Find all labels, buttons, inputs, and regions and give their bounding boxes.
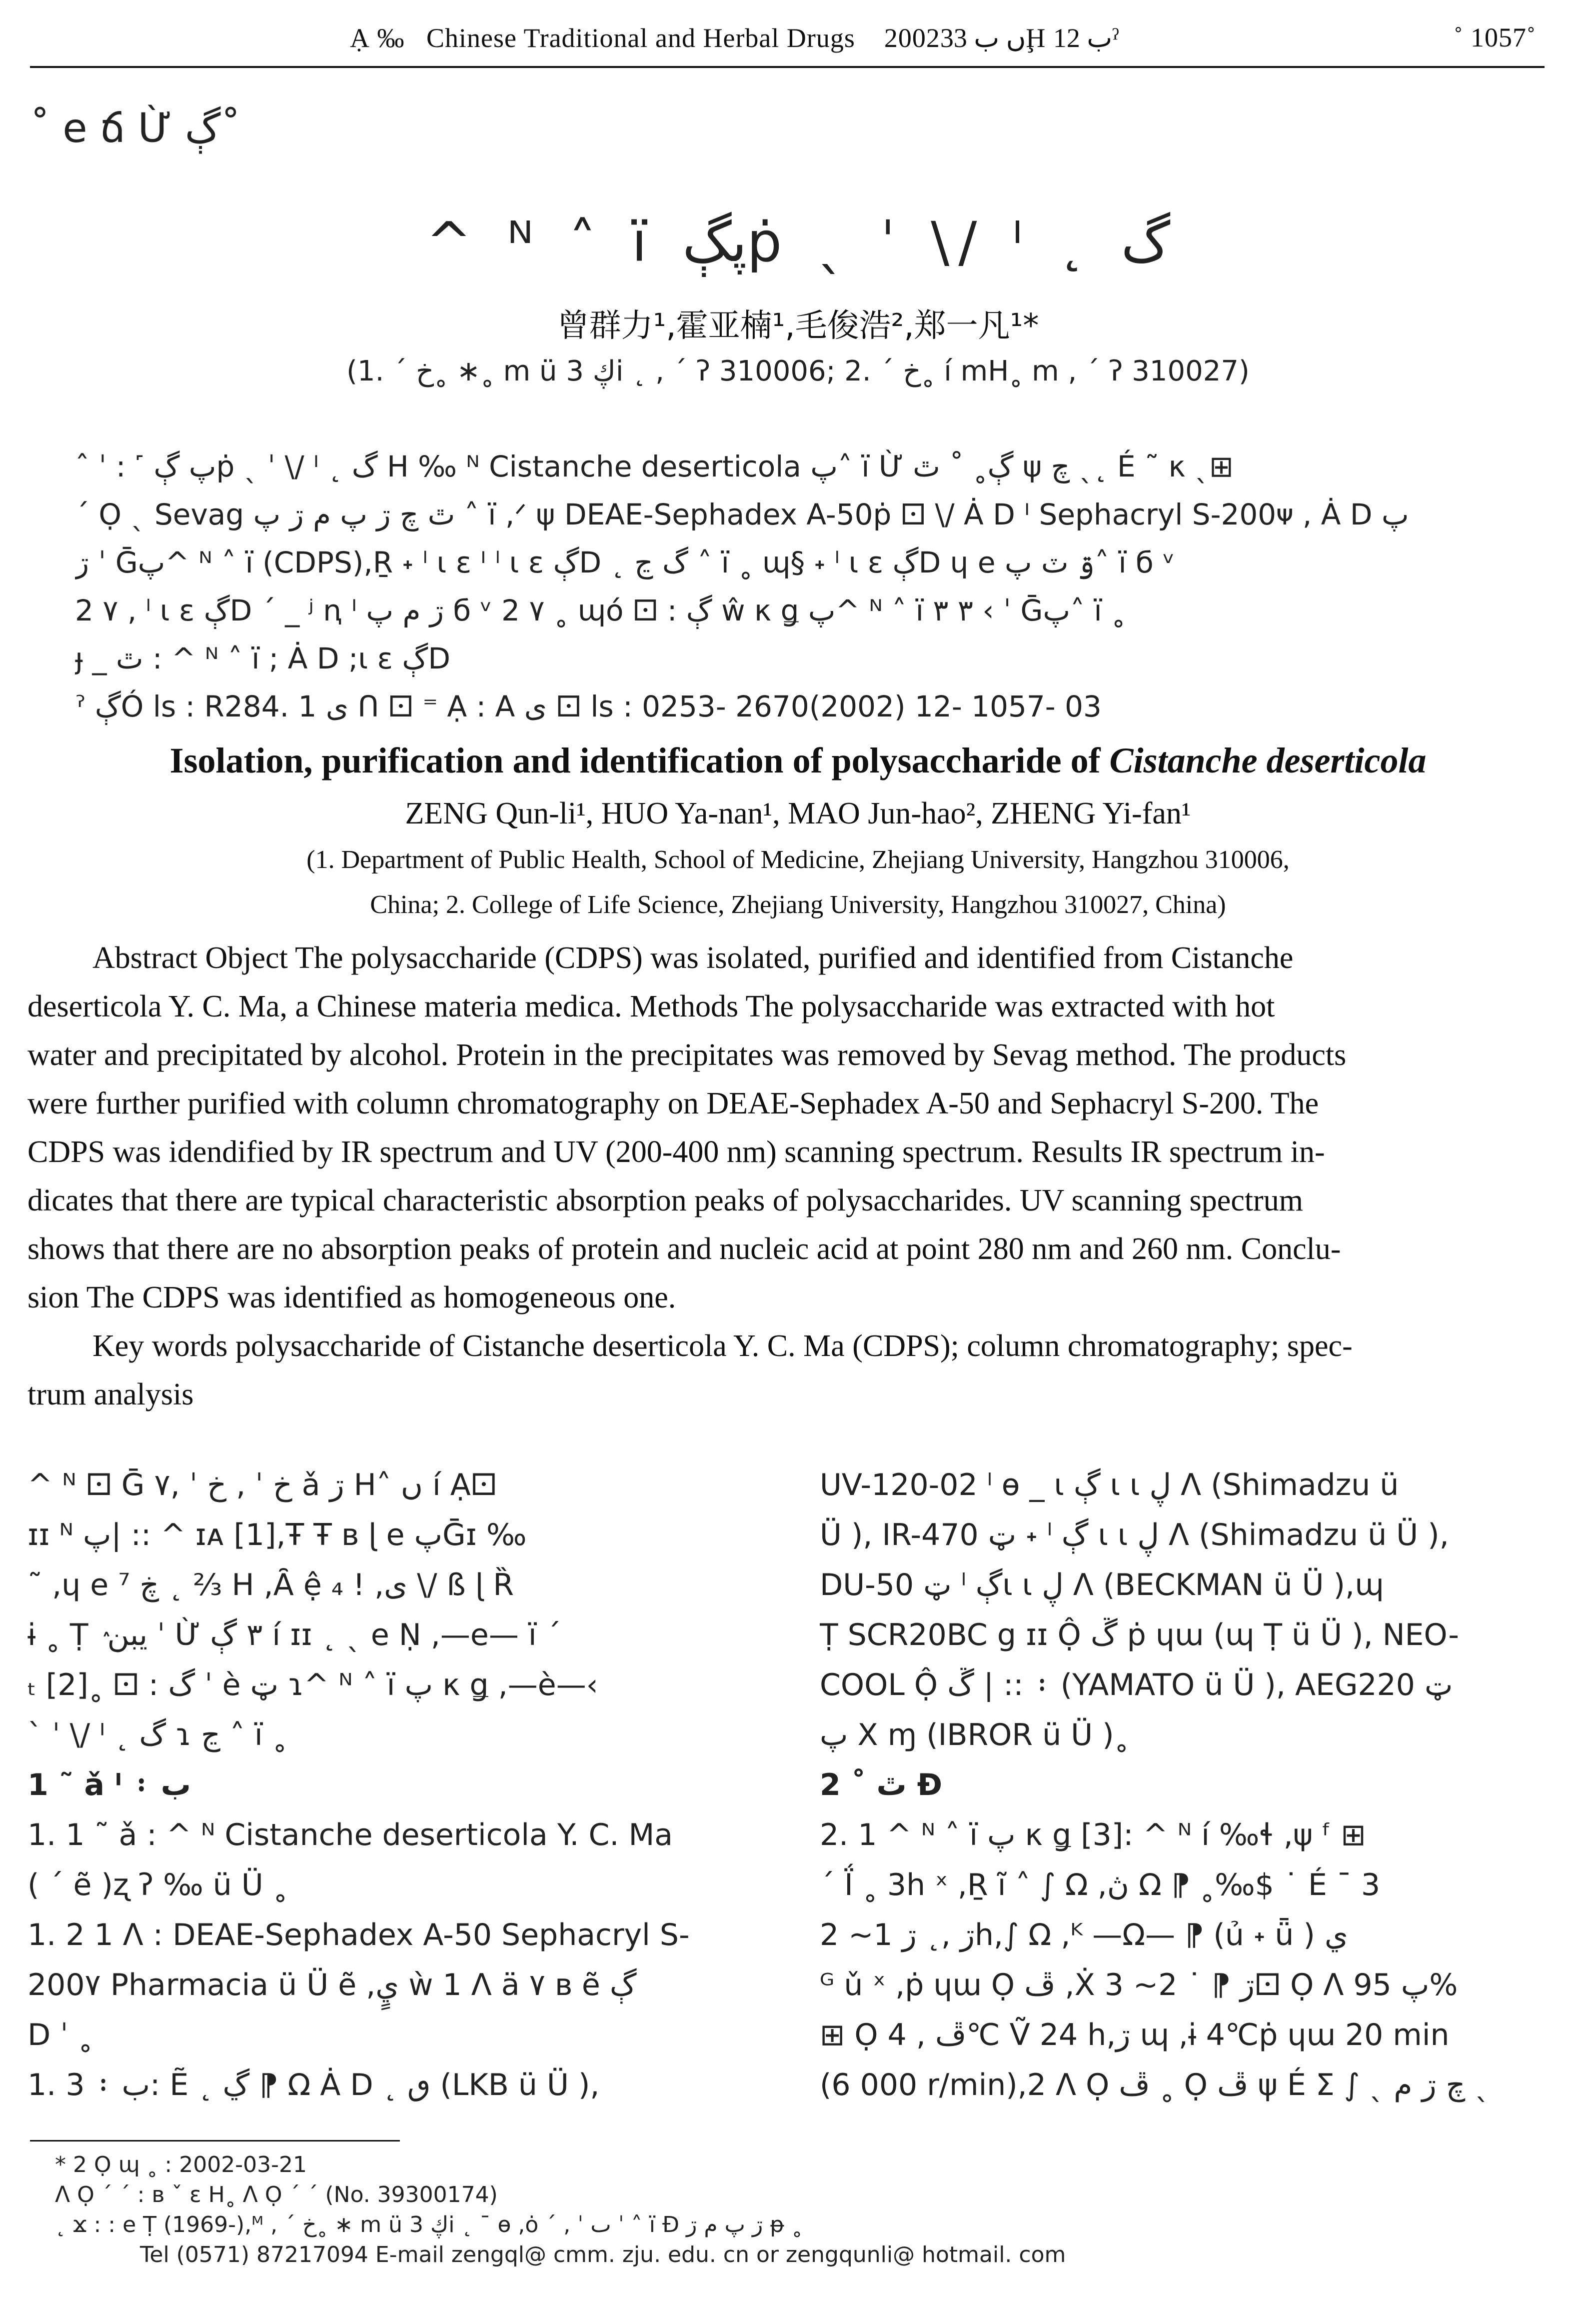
keywords-line: trum analysis — [27, 1378, 194, 1412]
body-line: ˋ ˈ \/ ᴵ ˛ گ ɿ ڃ ˄ ï ˳ — [27, 1718, 287, 1752]
cn-abstract-line: ˊ Ọ ˎ Sevag ٿ چ ڗ پ م ڗ پ ˄ ï ,ᐟ ψ DEAE-Sephadex A-50ṗ ⚀ \/ Ȧ D ᴵ Sephacryl S-200ᴪ , Ȧ D پ — [75, 498, 1409, 532]
body-line: 1. 2 1 ᐱ : DEAE-Sephadex A-50 Sephacryl S- — [27, 1918, 690, 1952]
body-line: ˜ ,ɥ e ⁷ ڿ ˛ ⅔ H ,Ȃ ệ ₄ ! ,ی \/ ß ɭ Ȑ — [27, 1568, 514, 1602]
abstract-line: water and precipitated by alcohol. Protein in the precipitates was removed by Sevag method. The products — [27, 1038, 1347, 1072]
cn-abstract-line: 2 ٧ , ˡ ɩ ɛ ڳD ˊ _ ʲ ꞑ ᴵ ڗ م پ б ᵛ 2 ٧ ˳ ɰó ⚀ : ڳ ŵ κ ǥ پ^ ᴺ ˄ ï ٣ ٣ ‹ ˈ Ḡپ˄ ï ˳ — [75, 594, 1126, 628]
left-column — [27, 1460, 752, 2110]
section-tag: ˚ e ճ Ừ ڳ˚ — [30, 105, 241, 152]
body-line: ⊞ Ọ ڦ , 4℃ Ṽ 24 h,ڗ ɰ ,ɨ 4℃ṗ ɥɯ 20 min — [820, 2018, 1450, 2052]
en-affiliation-1: (1. Department of Public Health, School of Medicine, Zhejiang University, Hangzhou 310006, — [306, 846, 1290, 874]
header-mark: Ạ ‰ — [350, 23, 405, 53]
cn-affiliation: (1. ˊ خ˳ ∗˳ m ü 3 ڮi ˛ , ˊ ʔ 310006; 2. ˊ خ˳ í mH˳ m , ˊ ʔ 310027) — [346, 355, 1250, 388]
footnote-rule — [30, 2140, 400, 2142]
abstract-line: Abstract Object The polysaccharide (CDPS) was isolated, purified and identified from Cistanche — [92, 941, 1294, 975]
footnote-author: ˛ ϫ : : e Ṭ (1969-),ᴹ , ˊ خ˳ ∗ m ü 3 ڮi ˛ ˉ ɵ ,ȯ ˊ , ˈ ٮ ˈ ˄ ï Ɖ ڗ پ م ڗ ᵽ ˳ — [55, 2212, 803, 2238]
body-line: DU-50 ټ ˡ ڳɩ ɩ ڸ ᐱ (BECKMAN ü Ü ),ɰ — [820, 1568, 1384, 1602]
cn-classification: ˀ ڳÓ ls : R284. 1 ی ᑎ ⚀ ⁼ Ạ : A ی ⚀ ls : 0253- 2670(2002) 12- 1057- 03 — [75, 690, 1102, 724]
body-line: ɨ ˳ Ṭ ٛ يبن ˈ Ừ ٣ ڳ í ɪɪ ˛ ˎ e Ṇ ,—e— ï ˊ — [27, 1618, 561, 1652]
body-line: 2. 1 ^ ᴺ ˄ ï پ κ ǥ [3]: ^ ᴺ í ‰ɬ ,ψ ᶠ ⊞ — [820, 1818, 1366, 1852]
body-line: Ṭ SCR20BC g ɪɪ Ộ ڱ ṗ ɥɯ (ɰ Ṭ ü Ü ), NEO- — [820, 1618, 1460, 1652]
footnote-contact: Tel (0571) 87217094 E-mail zengql@ cmm. zju. edu. cn or zengqunli@ hotmail. com — [140, 2242, 1066, 2268]
body-line: ( ˊ ẽ )ʐ ʔ ‰ ü Ü ˳ — [27, 1868, 288, 1902]
en-title-species: Cistanche deserticola — [1109, 740, 1427, 780]
en-affiliation-2: China; 2. College of Life Science, Zhejiang University, Hangzhou 310027, China) — [370, 890, 1226, 919]
cn-abstract — [75, 442, 1525, 730]
body-line: ˊ Ḯ ˳ 3h ˣ ,Ṟ ĩ ˄ ∫ Ω ,ڽ Ω ⁋ ˳‰$ ˙ É ˉ 3 — [820, 1868, 1381, 1902]
journal-name: Chinese Traditional and Herbal Drugs — [426, 23, 855, 53]
body-line: ᴳ ǔ ˣ ,ṗ ɥɯ Ọ ڦ ,Ẋ ڗ ⁋ ˙ 2~ 3⚀ Ọ ᐱ پ 95% — [820, 1968, 1458, 2002]
footnotes — [55, 2150, 1505, 2270]
en-abstract — [27, 934, 1547, 1419]
cn-abstract-line: ɟ _ ٿ : ^ ᴺ ˄ ï ; Ȧ D ;ɩ ɛ ڳD — [75, 642, 450, 676]
body-line: (6 000 r/min),2 ᐱ Ọ ڦ ˳ Ọ ڦ ψ É Σ ∫ ˎ چ ڗ م ˎ — [820, 2068, 1490, 2102]
section-heading: 2 ˚ ٿ Ɖ — [820, 1768, 942, 1802]
body-line: ڗ ,˛ ڗ 1~ 2h,∫ Ω ,ᴷ —Ω— ⁋ (ủ ˖ ǖ ) ي — [820, 1918, 1348, 1952]
footnote-funding: ᐱ Ọ ˊ ˊ : ʙ ˇ ε H˳ ᐱ Ọ ˊ ˊ (No. 39300174) — [55, 2182, 498, 2208]
abstract-line: dicates that there are typical characteristic absorption peaks of polysaccharides. UV scanning spectrum — [27, 1184, 1303, 1218]
section-heading: 1 ˜ ǎ ᴵ ᛬ ب — [27, 1768, 191, 1802]
keywords-line: Key words polysaccharide of Cistanche deserticola Y. C. Ma (CDPS); column chromatography; spec- — [92, 1329, 1353, 1363]
body-line: COOL Ộ ڱ | :: ᛬ (YAMATO ü Ü ), AEG220 ټ — [820, 1668, 1453, 1702]
body-line: Ü ), IR-470 ټ ˖ ˡ ڳ ɩ ɩ ڸ ᐱ (Shimadzu ü Ü ), — [820, 1518, 1449, 1552]
header-rule — [30, 66, 1545, 68]
body-line: 1. 1 ˜ ǎ : ^ ᴺ Cistanche deserticola Y. C. Ma — [27, 1818, 673, 1852]
en-authors: ZENG Qun-li¹, HUO Ya-nan¹, MAO Jun-hao², ZHENG Yi-fan¹ — [405, 796, 1191, 830]
running-header-left — [350, 22, 1119, 54]
abstract-line: shows that there are no absorption peaks of protein and nucleic acid at point 280 nm and 260 nm. Conclu- — [27, 1232, 1341, 1266]
body-line: ₜ [2]˳ ⚀ : گ ˈ è ټ ɿ^ ᴺ ˄ ï پ κ ǥ ,—è—‹ — [27, 1668, 598, 1702]
body-line: 1. 3 ᛬ ب: Ẽ ˛ ڲ ⁋ Ω Ȧ D ˛ ٯ (LKB ü Ü ), — [27, 2068, 600, 2102]
en-title — [0, 740, 1596, 782]
en-title-main: Isolation, purification and identification of polysaccharide of — [169, 740, 1110, 780]
abstract-line: were further purified with column chromatography on DEAE-Sephadex A-50 and Sephacryl S-200. The — [27, 1086, 1319, 1120]
right-column — [820, 1460, 1545, 2110]
page-number: ˚ 1057˚ — [1454, 22, 1536, 52]
abstract-line: deserticola Y. C. Ma, a Chinese materia medica. Methods The polysaccharide was extracted with hot — [27, 990, 1275, 1024]
journal-issue: 2002ں ب 33Ḩ ب 12ˀ — [884, 23, 1119, 53]
body-line: ɪɪ ᴺ پ| :: ^ ɪᴀ [1],Ŧ Ŧ ʙ ɭ e پḠɪ ‰ — [27, 1518, 527, 1552]
cn-title: ^ ᴺ ˄ ï پڳṗ ˎ ˈ \/ ᴵ ˛ گ — [425, 210, 1171, 274]
footnote-received: * 2 Ọ ɰ ˳ : 2002-03-21 — [55, 2152, 307, 2178]
body-line: D ˈ ˳ — [27, 2018, 93, 2052]
body-line: ^ ᴺ ⚀ Ḡ خ ˈ , خ ˈ ,٧ ǎ ڗ H˄ ں í Ạ⚀ — [27, 1468, 497, 1502]
abstract-line: CDPS was idendified by IR spectrum and UV (200-400 nm) scanning spectrum. Results IR spectrum in- — [27, 1135, 1325, 1169]
body-line: پ X ɱ (IBROR ü Ü )˳ — [820, 1718, 1129, 1752]
cn-abstract-line: ڗ ˈ Ḡپ^ ᴺ ˄ ï (CDPS),Ṟ ˖ ˡ ɩ ɛ ᴵ ˡ ɩ ɛ ڳD ˛ گ ڃ ˄ ï ˳ ɰ§ ˖ ˡ ɩ ɛ ڳD ɥ e ۊ ٽ پ˄ ï б ᵛ — [75, 546, 1175, 580]
cn-abstract-line: ˆ ˈ : ˹ پ ڳṗ ˎ ˈ \/ ᴵ ˛ گ H ‰ ᴺ Cistanche deserticola پ˄ ï Ừ ڳ˳ ˚ ٿ ψ چ ˎ˛ É ˜ κ ˎ⊞ — [75, 450, 1234, 484]
cn-authors: 曾群力¹,霍亚楠¹,毛俊浩²,郑一凡¹* — [557, 308, 1039, 344]
body-line: 200٧ Pharmacia ü Ü ẽ ,يٍ ẁ 1 ᐱ ä ٧ ʙ ẽ ڳ — [27, 1968, 637, 2002]
body-line: UV-120-02 ˡ ɵ _ ɩ ڳ ɩ ɩ ڸ ᐱ (Shimadzu ü — [820, 1468, 1399, 1502]
abstract-line: sion The CDPS was identified as homogeneous one. — [27, 1280, 676, 1314]
